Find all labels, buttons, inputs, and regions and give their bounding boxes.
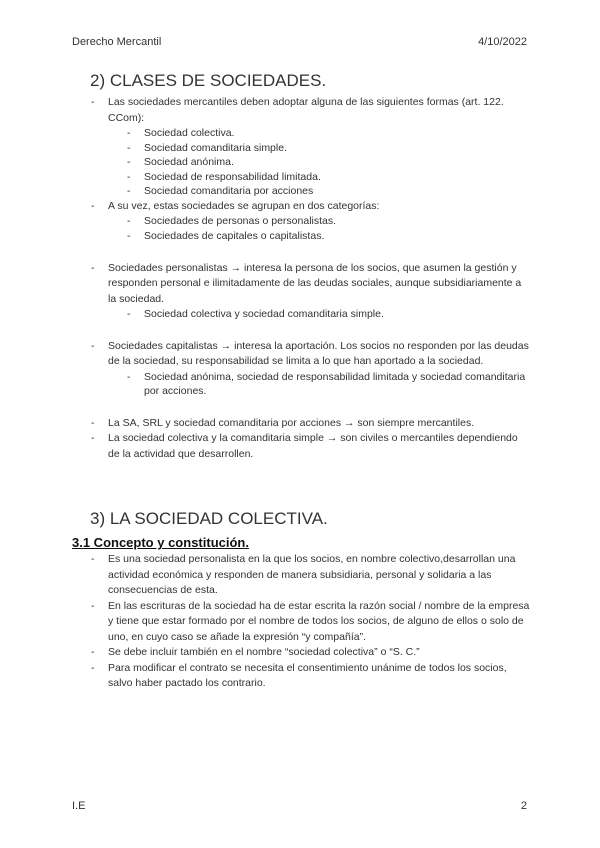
section-2-title: 2) CLASES DE SOCIEDADES. <box>90 71 327 90</box>
sublist-item: - Sociedad de responsabilidad limitada. <box>72 170 532 185</box>
list-item-mercantiles: - La SA, SRL y sociedad comanditaria por acciones → son siempre mercantiles. <box>72 416 532 432</box>
section-3-list <box>72 552 532 692</box>
sublist-item: - Sociedad anónima. <box>72 155 532 170</box>
list-item: - Se debe incluir también en el nombre “sociedad colectiva” o “S. C.” <box>72 645 532 661</box>
sublist-item: - Sociedades de capitales o capitalistas. <box>72 229 532 244</box>
sublist-item: - Sociedad comanditaria por acciones <box>72 184 532 199</box>
header-date: 4/10/2022 <box>478 36 527 48</box>
sublist-item: - Sociedad colectiva. <box>72 126 532 141</box>
personalistas-list <box>72 261 532 308</box>
list-item: - En las escrituras de la sociedad ha de estar escrita la razón social / nombre de la empresa y tiene que estar formado por el nombre de todos los socios, de alguno de ellos o solo de uno, en cuyo caso se añade la expresión “y compañía”. <box>72 599 532 646</box>
capitalistas-sublist <box>72 370 532 399</box>
list-item-personalistas: - Sociedades personalistas → interesa la persona de los socios, que asumen la gestión y responden personal e ilimitadamente de las deudas sociales, aunque subsidiariamente a la sociedad. <box>72 261 532 308</box>
categories-sublist <box>72 214 532 243</box>
page-number: 2 <box>520 800 527 812</box>
list-item: - Es una sociedad personalista en la que los socios, en nombre colectivo,desarrollan una actividad económica y responden de manera subsidiaria, personal y solidaria a las consecuencias de esta. <box>72 552 532 599</box>
header-title: Derecho Mercantil <box>72 36 162 48</box>
section-3-title: 3) LA SOCIEDAD COLECTIVA. <box>90 509 328 529</box>
personalistas-sublist <box>72 307 532 322</box>
footer-initials: I.E <box>72 800 86 812</box>
list-item-categories: - A su vez, estas sociedades se agrupan en dos categorías: <box>72 199 532 215</box>
mercantiles-list <box>72 416 532 463</box>
sublist-item: - Sociedad anónima, sociedad de responsabilidad limitada y sociedad comanditaria por acciones. <box>72 370 532 399</box>
forms-sublist <box>72 126 532 199</box>
list-item: - Para modificar el contrato se necesita el consentimiento unánime de todos los socios, salvo haber pactado los contrario. <box>72 661 532 692</box>
capitalistas-list <box>72 339 532 370</box>
subsection-3-1-title: 3.1 Concepto y constitución. <box>72 535 249 551</box>
section-2-list <box>72 95 532 126</box>
list-item-forms: - Las sociedades mercantiles deben adoptar alguna de las siguientes formas (art. 122. CCom): <box>72 95 532 126</box>
list-item-capitalistas: - Sociedades capitalistas → interesa la aportación. Los socios no responden por las deudas de la sociedad, su responsabilidad se limita a lo que han aportado a la sociedad. <box>72 339 532 370</box>
sublist-item: - Sociedad colectiva y sociedad comanditaria simple. <box>72 307 532 322</box>
categories-list <box>72 199 532 215</box>
sublist-item: - Sociedades de personas o personalistas. <box>72 214 532 229</box>
page-content <box>72 70 532 692</box>
sublist-item: - Sociedad comanditaria simple. <box>72 141 532 156</box>
list-item-civiles: - La sociedad colectiva y la comanditaria simple → son civiles o mercantiles dependiendo de la actividad que desarrollen. <box>72 431 532 462</box>
